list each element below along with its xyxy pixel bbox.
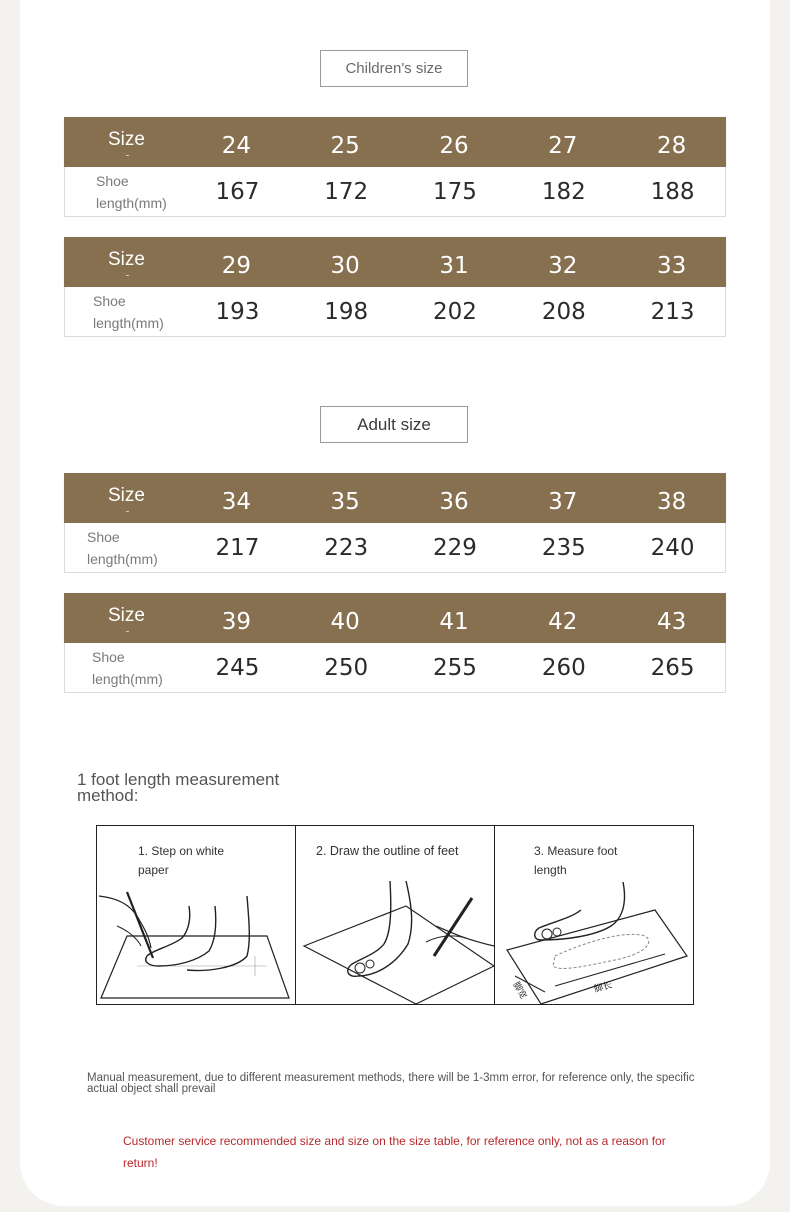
length-row-label: Shoe length(mm) <box>93 293 164 331</box>
size-cell: 38 <box>656 489 687 515</box>
size-cell: 36 <box>439 489 469 515</box>
length-cell: 208 <box>541 298 586 325</box>
length-cell: 265 <box>650 654 695 681</box>
length-cell: 175 <box>433 178 477 205</box>
size-cell: 24 <box>221 133 252 159</box>
step-label: 3. Measure foot length <box>534 844 618 877</box>
length-row <box>64 167 726 217</box>
size-cell: 27 <box>548 133 578 159</box>
length-row <box>64 287 726 337</box>
size-row-label: Size <box>108 605 145 626</box>
size-table <box>64 593 726 693</box>
size-cell: 39 <box>221 609 252 635</box>
length-cell: 198 <box>324 298 369 325</box>
size-cell: 40 <box>330 609 360 635</box>
size-row <box>64 117 726 167</box>
size-table <box>64 117 726 217</box>
size-cell: 32 <box>548 253 578 279</box>
size-cell: 35 <box>330 489 360 515</box>
size-table <box>64 473 726 573</box>
step-draw-outline <box>296 826 495 1004</box>
size-cell: 42 <box>548 609 578 635</box>
length-cell: 188 <box>650 178 695 205</box>
length-cell: 260 <box>541 654 586 681</box>
length-cell: 213 <box>650 298 695 325</box>
size-cell: 26 <box>439 133 469 159</box>
size-cell: 41 <box>439 609 469 635</box>
size-cell: 34 <box>221 489 252 515</box>
length-cell: 235 <box>541 534 586 561</box>
size-row <box>64 237 726 287</box>
length-cell: 193 <box>215 298 260 325</box>
size-cell: 31 <box>439 253 469 279</box>
size-cell: 30 <box>330 253 360 279</box>
length-cell: 223 <box>324 534 369 561</box>
length-row-label: Shoe length(mm) <box>96 173 167 211</box>
measurement-steps <box>96 825 694 1005</box>
length-row <box>64 643 726 693</box>
length-row-label: Shoe length(mm) <box>87 529 158 567</box>
size-cell: 28 <box>656 133 687 159</box>
adult-size-label: Adult size <box>320 406 468 443</box>
length-cell: 182 <box>541 178 586 205</box>
return-warning: Customer service recommended size and size on the size table, for reference only, not as a reason for return! <box>123 1134 666 1170</box>
size-cell: 37 <box>548 489 578 515</box>
measurement-note: Manual measurement, due to different measurement methods, there will be 1-3mm error, for reference only, the specific actual object shall prevail <box>87 1072 695 1095</box>
step-measure-length <box>495 826 693 1004</box>
size-row-label: Size <box>108 249 145 270</box>
step-label: 1. Step on white paper <box>138 844 225 877</box>
length-cell: 217 <box>215 534 260 561</box>
size-cell: 43 <box>656 609 687 635</box>
length-row <box>64 523 726 573</box>
size-cell: 33 <box>656 253 687 279</box>
size-row-label: Size <box>108 485 145 506</box>
size-row-label: Size <box>108 129 145 150</box>
step-label: 2. Draw the outline of feet <box>316 844 459 858</box>
length-cell: 229 <box>433 534 477 561</box>
length-cell: 202 <box>433 298 477 325</box>
size-cell: 29 <box>221 253 252 279</box>
length-row-label: Shoe length(mm) <box>92 649 163 687</box>
length-cell: 167 <box>215 178 260 205</box>
step-step-on-paper <box>97 826 296 1004</box>
size-cell: 25 <box>330 133 360 159</box>
length-cell: 250 <box>324 654 369 681</box>
size-table <box>64 237 726 337</box>
foot-width-mark: 脚宽 <box>510 980 529 1002</box>
size-row <box>64 473 726 523</box>
length-cell: 255 <box>433 654 477 681</box>
length-cell: 240 <box>650 534 695 561</box>
measurement-method-title: 1 foot length measurement method: <box>77 770 280 805</box>
size-row <box>64 593 726 643</box>
children-size-label: Children's size <box>320 50 468 87</box>
length-cell: 172 <box>324 178 369 205</box>
length-cell: 245 <box>215 654 260 681</box>
foot-length-mark: 脚长 <box>593 980 614 995</box>
